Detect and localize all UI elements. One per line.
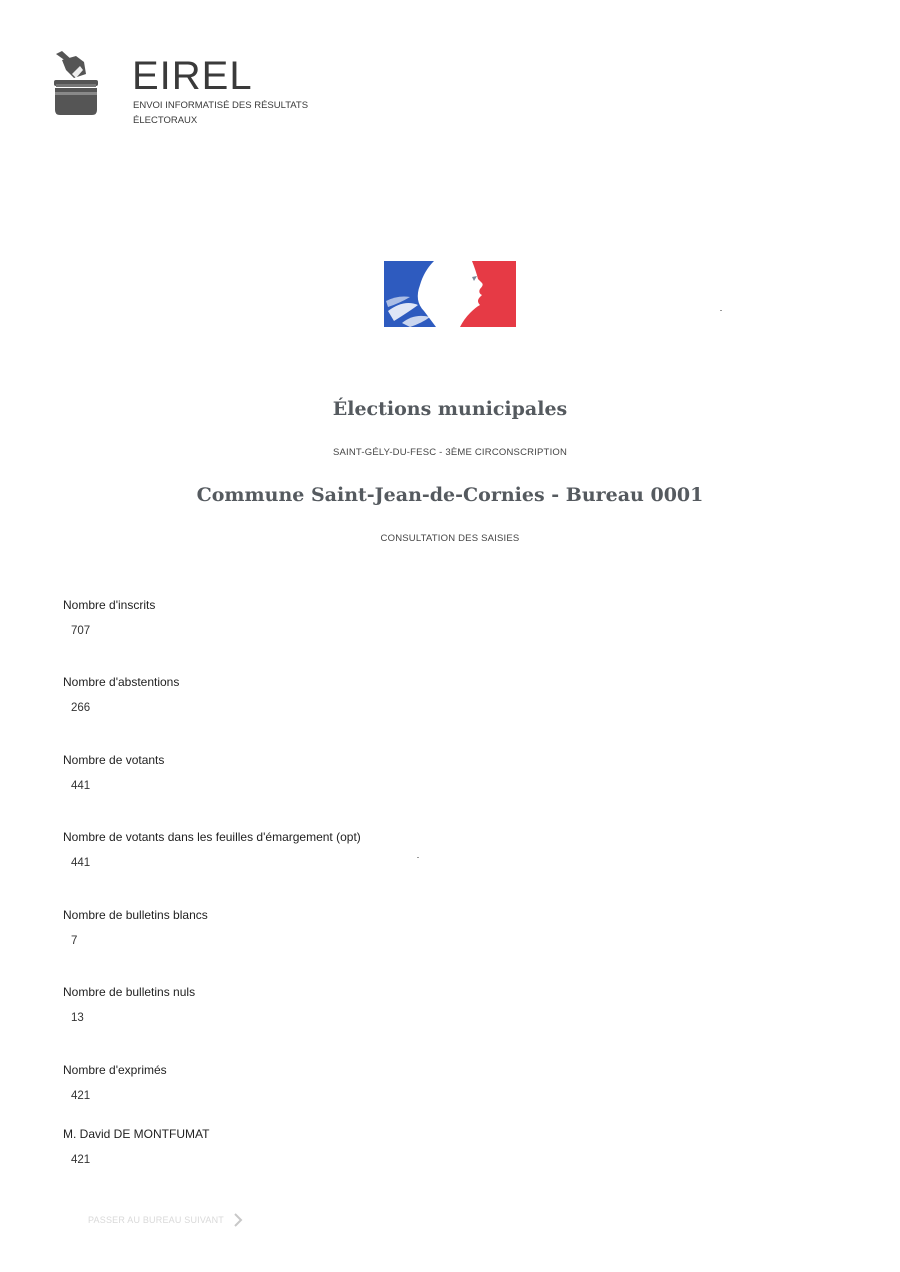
next-bureau-label: PASSER AU BUREAU SUIVANT	[88, 1215, 224, 1225]
field-votants	[63, 753, 663, 793]
field-label: Nombre d'exprimés	[63, 1063, 167, 1077]
mode-label: CONSULTATION DES SAISIES	[380, 533, 520, 544]
field-value: 266	[71, 702, 91, 714]
chevron-right-icon	[232, 1213, 244, 1227]
field-value: 13	[71, 1012, 84, 1024]
field-exprimes	[63, 1063, 663, 1103]
field-abstentions	[63, 675, 663, 715]
circonscription-label: SAINT-GÉLY-DU-FESC - 3ÈME CIRCONSCRIPTION	[332, 447, 568, 458]
scan-speck	[720, 310, 722, 311]
field-label: Nombre de votants dans les feuilles d'émargement (opt)	[63, 830, 361, 844]
field-bulletins-nuls	[63, 985, 663, 1025]
marianne-logo	[384, 261, 516, 327]
field-label: Nombre de bulletins nuls	[63, 985, 196, 999]
field-value: 421	[71, 1154, 91, 1166]
field-value: 7	[71, 935, 78, 947]
field-bulletins-blancs	[63, 908, 663, 948]
field-value: 441	[71, 780, 91, 792]
field-inscrits	[63, 598, 663, 638]
brand-header	[50, 48, 370, 128]
field-value: 441	[71, 857, 91, 869]
field-candidate	[63, 1127, 663, 1167]
field-label: M. David DE MONTFUMAT	[63, 1127, 210, 1141]
page-title: Élections municipales	[332, 398, 568, 420]
field-value: 707	[71, 625, 91, 637]
brand-title: EIREL	[132, 54, 253, 98]
field-label: Nombre d'abstentions	[63, 675, 180, 689]
field-label: Nombre de votants	[63, 753, 165, 767]
field-votants-emargement	[63, 830, 663, 870]
field-label: Nombre de bulletins blancs	[63, 908, 208, 922]
commune-title: Commune Saint-Jean-de-Cornies - Bureau 0001	[196, 484, 704, 506]
next-bureau-link[interactable]	[88, 1212, 244, 1228]
brand-subtitle: ENVOI INFORMATISÉ DES RÉSULTATS ÉLECTORAUX	[133, 100, 309, 126]
ballot-box-icon	[50, 48, 102, 118]
field-label: Nombre d'inscrits	[63, 598, 156, 612]
field-value: 421	[71, 1090, 91, 1102]
